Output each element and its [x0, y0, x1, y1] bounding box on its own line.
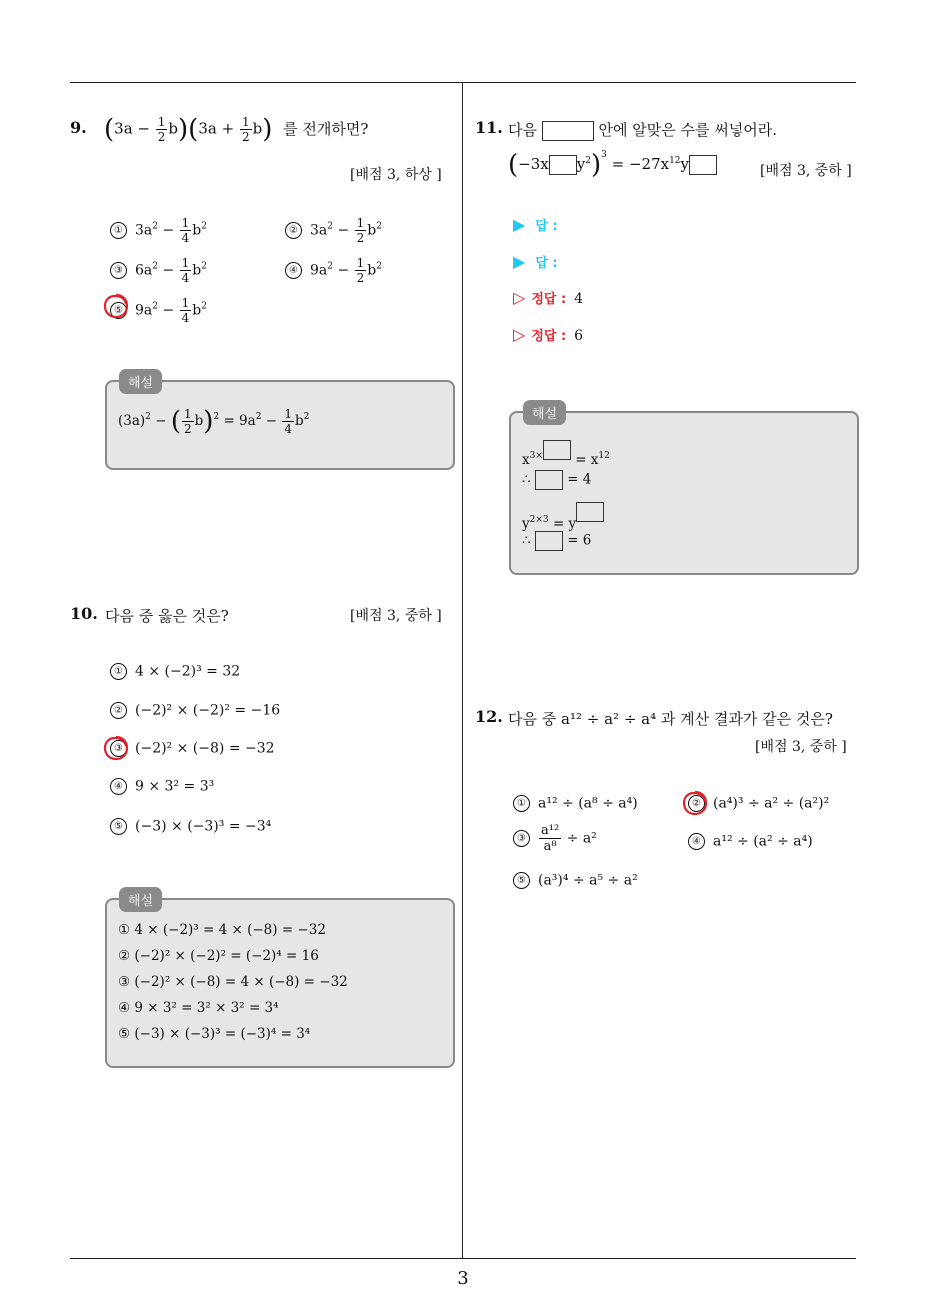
q12-number: 12.: [475, 707, 503, 726]
bottom-rule: [70, 1258, 856, 1259]
q10-choice-5[interactable]: ⑤ (−3) × (−3)³ = −3⁴: [110, 818, 271, 835]
q11-key-row-1: ▷ 정답 : 4: [513, 288, 584, 307]
column-divider: [462, 83, 463, 1258]
q11-solution-line-3: $y^{2\times 3} = y$: [522, 502, 604, 532]
q10-solution-line-5: ⑤ (−3) × (−3)³ = (−3)⁴ = 3⁴: [118, 1026, 311, 1042]
q11-solution-tab: 해설: [523, 400, 566, 425]
q10-number: 10.: [70, 604, 98, 623]
q12-choice-1[interactable]: ① a¹² ÷ (a⁸ ÷ a⁴): [513, 795, 638, 812]
q10-text: 다음 중 옳은 것은?: [105, 607, 229, 625]
q10-choice-4[interactable]: ④ 9 × 3² = 3³: [110, 778, 214, 795]
q10-solution-line-3: ③ (−2)² × (−8) = 4 × (−8) = −32: [118, 974, 348, 990]
q9-solution-line: $(3a)^2$ − ( $\frac{1}{2}$ $b)^2 = 9a^2$ − $\frac{1}{4}$ $b^2$: [118, 406, 310, 437]
q9-expression: (3a − $\frac{1}{2}$ b)(3a + $\frac{1}{2}$ b) 를 전개하면?: [104, 114, 369, 145]
q12-choice-4[interactable]: ④ a¹² ÷ (a² ÷ a⁴): [688, 833, 813, 850]
q12-choice-3[interactable]: ③ $\frac{\text{a¹²}}{\text{a⁸}}$ ÷ a²: [513, 824, 597, 853]
q11-blank-x: [549, 155, 577, 175]
q10-choice-1[interactable]: ① 4 × (−2)³ = 32: [110, 663, 240, 680]
q11-answer-row-1[interactable]: ▶ 답 :: [513, 215, 558, 234]
page-number: 3: [457, 1268, 469, 1289]
q9-choice-5[interactable]: ⑤ $9a^2$ − $\frac{1}{4}$ $b^2$: [110, 297, 207, 324]
q10-solution-line-4: ④ 9 × 3² = 3² × 3² = 3⁴: [118, 1000, 279, 1016]
q11-number: 11.: [475, 118, 503, 137]
top-rule: [70, 82, 856, 83]
q11-score: [배점 3, 중하 ]: [760, 163, 852, 179]
q11-text: 다음 안에 알맞은 수를 써넣어라.: [508, 121, 778, 139]
q12-text: 다음 중 a¹² ÷ a² ÷ a⁴ 과 계산 결과가 같은 것은?: [508, 710, 833, 728]
q11-solution-line-4: ∴ = 6: [522, 531, 591, 551]
q9-number: 9.: [70, 118, 87, 137]
q9-choice-3[interactable]: ③ $6a^2$ − $\frac{1}{4}$ $b^2$: [110, 257, 207, 284]
q12-choice-5[interactable]: ⑤ (a³)⁴ ÷ a⁵ ÷ a²: [513, 872, 638, 889]
q10-score: [배점 3, 중하 ]: [350, 608, 442, 624]
answer-mark-icon: [682, 790, 708, 816]
q10-solution-line-2: ② (−2)² × (−2)² = (−2)⁴ = 16: [118, 948, 319, 964]
q10-choice-3[interactable]: ③ (−2)² × (−8) = −32: [110, 740, 275, 757]
q9-text: 를 전개하면?: [283, 119, 369, 138]
q9-score: [배점 3, 하상 ]: [350, 167, 442, 183]
q11-blank: [542, 121, 594, 141]
q9-choice-2[interactable]: ② $3a^2$ − $\frac{1}{2}$ $b^2$: [285, 217, 382, 244]
triangle-outline-icon: ▷: [513, 288, 526, 307]
q11-answer-row-2[interactable]: ▶ 답 :: [513, 252, 558, 271]
q10-choice-2[interactable]: ② (−2)² × (−2)² = −16: [110, 702, 280, 719]
q12-choice-2[interactable]: ② (a⁴)³ ÷ a² ÷ (a²)²: [688, 795, 829, 812]
q11-blank-y: [689, 155, 717, 175]
play-icon: ▶: [513, 252, 526, 271]
q9-choice-1[interactable]: ① $3a^2$ − $\frac{1}{4}$ $b^2$: [110, 217, 207, 244]
q12-score: [배점 3, 중하 ]: [755, 739, 847, 755]
triangle-outline-icon: ▷: [513, 325, 526, 344]
q10-solution-tab: 해설: [119, 887, 162, 912]
q11-expression: (−3x $y^2)^3 = -27x^{12}y$: [508, 152, 717, 178]
q11-solution-line-1: $x^{3\times} = x^{12}$: [522, 440, 610, 468]
answer-mark-icon: [103, 735, 129, 761]
play-icon: ▶: [513, 215, 526, 234]
answer-mark-icon: [103, 293, 129, 319]
q9-choice-4[interactable]: ④ $9a^2$ − $\frac{1}{2}$ $b^2$: [285, 257, 382, 284]
q9-solution-tab: 해설: [119, 369, 162, 394]
q11-key-row-2: ▷ 정답 : 6: [513, 325, 584, 344]
q10-solution-line-1: ① 4 × (−2)³ = 4 × (−8) = −32: [118, 922, 326, 938]
q11-solution-line-2: ∴ = 4: [522, 470, 591, 490]
